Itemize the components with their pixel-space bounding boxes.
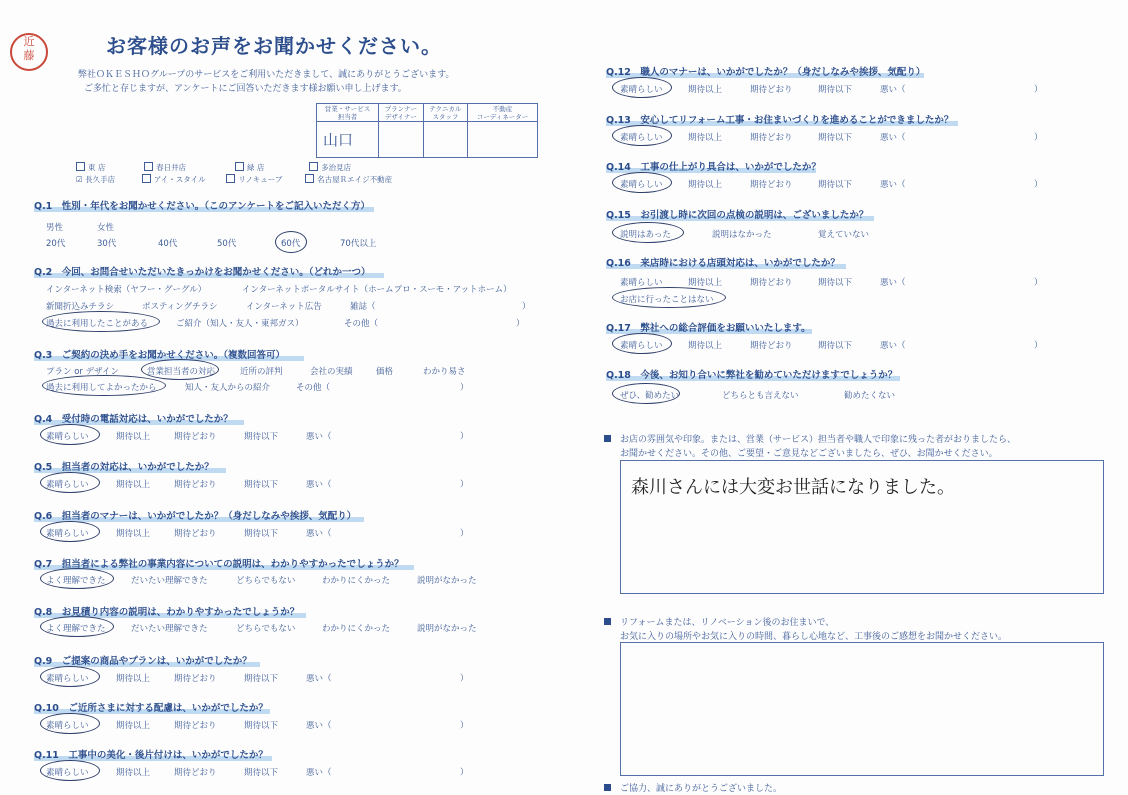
q7-opt-4[interactable]: わかりにくかった (322, 576, 391, 586)
q18-opt-2[interactable]: どちらとも言えない (722, 391, 799, 401)
q16-opt-5[interactable]: 悪い（ (880, 278, 906, 288)
q8-opt-1[interactable]: よく理解できた (46, 624, 106, 634)
q9-opt-2[interactable]: 期待以上 (116, 674, 151, 684)
answer-circle (40, 713, 100, 734)
checkbox-icon[interactable] (144, 162, 153, 171)
q1-gender-female[interactable]: 女性 (97, 223, 115, 233)
paren-close: ） (1034, 341, 1043, 351)
answer-circle (612, 333, 672, 354)
checkbox-icon[interactable] (226, 174, 235, 183)
q1-title: Q.1 性別・年代をお聞かせください。（このアンケートをご記入いただく方） (34, 201, 370, 212)
comment2-prompt-1: リフォームまたは、リノベーション後のお住まいで、 (620, 618, 835, 628)
q7-title: Q.7 担当者による弊社の事業内容についての説明は、わかりやすかったでしょうか？ (34, 559, 404, 570)
q10-title: Q.10 ご近所さまに対する配慮は、いかがでしたか？ (34, 703, 268, 714)
q6-title: Q.6 担当者のマナーは、いかがでしたか？（身だしなみや挨拶、気配り） (34, 511, 357, 522)
q7-opt-5[interactable]: 説明がなかった (417, 576, 477, 586)
q9-opt-4[interactable]: 期待以下 (244, 674, 279, 684)
q1-age-30[interactable]: 30代 (97, 239, 117, 249)
q14-opt-3[interactable]: 期待どおり (750, 180, 793, 190)
checkbox-icon[interactable] (142, 174, 151, 183)
q15-title: Q.15 お引渡し時に次回の点検の説明は、ございましたか？ (606, 210, 869, 221)
q11-opt-4[interactable]: 期待以下 (244, 768, 279, 778)
q3-opt-reputation[interactable]: 近所の評判 (240, 367, 283, 377)
q5-opt-4[interactable]: 期待以下 (244, 480, 279, 490)
checkbox-icon[interactable] (235, 162, 244, 171)
q16-opt-never[interactable]: お店に行ったことはない (620, 295, 714, 305)
q4-opt-1[interactable]: 素晴らしい (46, 432, 89, 442)
checkbox-icon[interactable] (76, 162, 85, 171)
paren-close: ） (460, 721, 469, 731)
q18-title: Q.18 今後、お知り合いに弊社を勧めていただけますでしょうか？ (606, 370, 898, 381)
q11-opt-2[interactable]: 期待以上 (116, 768, 151, 778)
page-title: お客様のお声をお聞かせください。 (106, 34, 442, 58)
q10-opt-5[interactable]: 悪い（ (306, 721, 332, 731)
q12-opt-1[interactable]: 素晴らしい (620, 85, 663, 95)
q15-opt-2[interactable]: 説明はなかった (712, 230, 772, 240)
staff-value-estate (467, 122, 537, 158)
q8-opt-3[interactable]: どちらでもない (236, 624, 296, 634)
staff-value-sales: 山口 (317, 122, 379, 158)
q1-age-70[interactable]: 70代以上 (340, 239, 377, 249)
q10-opt-3[interactable]: 期待どおり (174, 721, 217, 731)
q4-opt-3[interactable]: 期待どおり (174, 432, 217, 442)
bullet-icon (604, 784, 611, 791)
q16-opt-4[interactable]: 期待以下 (818, 278, 853, 288)
q17-title: Q.17 弊社への総合評価をお願いいたします。 (606, 323, 811, 334)
q1-age-40[interactable]: 40代 (158, 239, 178, 249)
bullet-icon (604, 618, 611, 625)
comment1-prompt-1: お店の雰囲気や印象。または、営業（サービス）担当者や職人で印象に残った者がおりましたら、 (620, 435, 1017, 445)
q4-opt-2[interactable]: 期待以上 (116, 432, 151, 442)
q12-title: Q.12 職人のマナーは、いかがでしたか？（身だしなみや挨拶、気配り） (606, 67, 926, 78)
thanks-text: ご協力、誠にありがとうございました。 (620, 784, 783, 794)
q12-opt-5[interactable]: 悪い（ (880, 85, 906, 95)
q9-opt-3[interactable]: 期待どおり (174, 674, 217, 684)
q6-opt-2[interactable]: 期待以上 (116, 529, 151, 539)
staff-header-estate: 不動産 コーディネーター (467, 104, 537, 122)
q13-title: Q.13 安心してリフォーム工事・お住まいづくりを進めることができましたか？ (606, 115, 954, 126)
q3-opt-plan[interactable]: プラン or デザイン (46, 367, 120, 377)
q4-title: Q.4 受付時の電話対応は、いかがでしたか？ (34, 414, 233, 425)
store-row-1: 東 店 春日井店 緑 店 多治見店 (76, 162, 351, 173)
checkbox-icon[interactable] (309, 162, 318, 171)
paren-close: ） (1034, 85, 1043, 95)
q11-opt-3[interactable]: 期待どおり (174, 768, 217, 778)
answer-circle (612, 222, 684, 243)
q2-opt-posting[interactable]: ポスティングチラシ (142, 302, 218, 312)
q14-title: Q.14 工事の仕上がり具合は、いかがでしたか？ (606, 162, 821, 173)
q16-opt-1[interactable]: 素晴らしい (620, 278, 663, 288)
q14-opt-4[interactable]: 期待以下 (818, 180, 853, 190)
q14-opt-5[interactable]: 悪い（ (880, 180, 906, 190)
paren-close: ） (460, 768, 469, 778)
paren-close: ） (522, 302, 531, 312)
answer-circle (40, 472, 100, 493)
q1-gender-male[interactable]: 男性 (46, 223, 64, 233)
answer-circle (141, 359, 219, 380)
q9-opt-1[interactable]: 素晴らしい (46, 674, 89, 684)
q7-opt-3[interactable]: どちらでもない (236, 576, 296, 586)
q5-opt-5[interactable]: 悪い（ (306, 480, 332, 490)
q2-opt-web-ad[interactable]: インターネット広告 (246, 302, 322, 312)
q15-opt-3[interactable]: 覚えていない (818, 230, 870, 240)
q10-opt-4[interactable]: 期待以下 (244, 721, 279, 731)
q18-opt-3[interactable]: 勧めたくない (844, 391, 896, 401)
q5-opt-1[interactable]: 素晴らしい (46, 480, 89, 490)
q7-opt-2[interactable]: だいたい理解できた (131, 576, 208, 586)
comment2-box[interactable] (620, 642, 1104, 776)
answer-circle (612, 125, 672, 146)
q9-opt-5[interactable]: 悪い（ (306, 674, 332, 684)
q6-opt-4[interactable]: 期待以下 (244, 529, 279, 539)
q5-title: Q.5 担当者の対応は、いかがでしたか？ (34, 462, 214, 473)
checkbox-icon[interactable] (305, 174, 314, 183)
q13-opt-1[interactable]: 素晴らしい (620, 133, 663, 143)
q5-opt-3[interactable]: 期待どおり (174, 480, 217, 490)
q4-opt-4[interactable]: 期待以下 (244, 432, 279, 442)
paren-close: ） (1034, 180, 1043, 190)
q1-age-50[interactable]: 50代 (217, 239, 237, 249)
q16-title: Q.16 来店時における店頭対応は、いかがでしたか？ (606, 258, 840, 269)
q6-opt-1[interactable]: 素晴らしい (46, 529, 89, 539)
q3-opt-sales-staff[interactable]: 営業担当者の対応 (147, 367, 216, 377)
q13-opt-5[interactable]: 悪い（ (880, 133, 906, 143)
answer-circle (40, 424, 100, 445)
store-row-2: ☑ 長久手店 アイ・スタイル リノキューブ 名古屋Ｒエイジ不動産 (76, 175, 393, 184)
answer-circle (40, 760, 100, 781)
q17-opt-5[interactable]: 悪い（ (880, 341, 906, 351)
paren-close: ） (460, 432, 469, 442)
staff-header-sales: 営業・サービス 担当者 (317, 104, 379, 122)
answer-circle (42, 375, 166, 396)
paren-close: ） (460, 480, 469, 490)
staff-table (316, 103, 538, 158)
q11-opt-1[interactable]: 素晴らしい (46, 768, 89, 778)
q5-opt-2[interactable]: 期待以上 (116, 480, 151, 490)
answer-circle (612, 172, 672, 193)
q3-opt-friend[interactable]: 知人・友人からの紹介 (185, 383, 271, 393)
q12-opt-4[interactable]: 期待以下 (818, 85, 853, 95)
bullet-icon (604, 435, 611, 442)
comment1-text: 森川さんには大変お世話になりました。 (631, 477, 955, 498)
q3-title: Q.3 ご契約の決め手をお聞かせください。（複数回答可） (34, 350, 286, 361)
q2-opt-portal[interactable]: インターネットポータルサイト（ホームプロ・スーモ・アットホーム） (242, 285, 512, 295)
answer-circle (40, 616, 114, 637)
q3-opt-past[interactable]: 過去に利用してよかったから (46, 383, 157, 393)
q1-age-60[interactable]: 60代 (281, 239, 301, 249)
q17-opt-1[interactable]: 素晴らしい (620, 341, 663, 351)
q4-opt-5[interactable]: 悪い（ (306, 432, 332, 442)
q2-opt-magazine[interactable]: 雑誌（ (350, 302, 376, 312)
staff-header-tech: テクニカル スタッフ (423, 104, 467, 122)
q2-title: Q.2 今回、お問合せいただいたきっかけをお聞かせください。（どれか一つ） (34, 267, 371, 278)
paren-close: ） (516, 319, 525, 329)
answer-circle (40, 568, 114, 589)
answer-circle (40, 666, 100, 687)
intro-line-2: ご多忙と存じますが、アンケートにご回答いただきます様お願い申し上げます。 (84, 84, 407, 94)
answer-circle (42, 311, 160, 332)
q1-age-20[interactable]: 20代 (46, 239, 66, 249)
paren-close: ） (460, 383, 469, 393)
q18-opt-1[interactable]: ぜひ、勧めたい (620, 391, 680, 401)
q8-opt-4[interactable]: わかりにくかった (322, 624, 391, 634)
paren-close: ） (460, 674, 469, 684)
q6-opt-3[interactable]: 期待どおり (174, 529, 217, 539)
q16-opt-2[interactable]: 期待以上 (688, 278, 723, 288)
q12-opt-3[interactable]: 期待どおり (750, 85, 793, 95)
q11-title: Q.11 工事中の美化・後片付けは、いかがでしたか？ (34, 750, 268, 761)
answer-circle (612, 287, 726, 308)
staff-value-tech (423, 122, 467, 158)
q17-opt-3[interactable]: 期待どおり (750, 341, 793, 351)
q13-opt-4[interactable]: 期待以下 (818, 133, 853, 143)
q15-opt-1[interactable]: 説明はあった (620, 230, 671, 240)
q7-opt-1[interactable]: よく理解できた (46, 576, 106, 586)
q14-opt-2[interactable]: 期待以上 (688, 180, 723, 190)
q2-opt-search[interactable]: インターネット検索（ヤフー・グーグル） (46, 285, 207, 295)
paren-close: ） (1034, 278, 1043, 288)
answer-circle (612, 383, 680, 404)
comment1-box[interactable] (620, 460, 1104, 594)
intro-line-1: 弊社ＯＫＥＳＨＯグループのサービスをご利用いただきまして、誠にありがとうございます。 (78, 70, 455, 80)
comment1-prompt-2: お聞かせください。その他、ご要望・ご意見などございましたら、ぜひ、お聞かせください。 (620, 449, 998, 459)
q6-opt-5[interactable]: 悪い（ (306, 529, 332, 539)
q13-opt-2[interactable]: 期待以上 (688, 133, 723, 143)
q13-opt-3[interactable]: 期待どおり (750, 133, 793, 143)
q12-opt-2[interactable]: 期待以上 (688, 85, 723, 95)
answer-circle (275, 231, 307, 253)
q2-opt-other[interactable]: その他（ (344, 319, 379, 329)
q8-opt-5[interactable]: 説明がなかった (417, 624, 477, 634)
q10-opt-1[interactable]: 素晴らしい (46, 721, 89, 731)
q10-opt-2[interactable]: 期待以上 (116, 721, 151, 731)
q11-opt-5[interactable]: 悪い（ (306, 768, 332, 778)
q2-opt-newspaper[interactable]: 新聞折込みチラシ (46, 302, 115, 312)
q3-opt-price[interactable]: 価格 (376, 367, 394, 377)
staff-header-planner: プランナー デザイナー (379, 104, 424, 122)
paren-close: ） (1034, 133, 1043, 143)
paren-close: ） (460, 529, 469, 539)
q2-opt-past-use[interactable]: 過去に利用したことがある (46, 319, 149, 329)
q14-opt-1[interactable]: 素晴らしい (620, 180, 663, 190)
q16-opt-3[interactable]: 期待どおり (750, 278, 793, 288)
seal-stamp: 近 藤 (10, 33, 48, 71)
comment2-prompt-2: お気に入りの場所やお気に入りの時間、暮らし心地など、工事後のご感想をお聞かせください。 (620, 632, 1008, 642)
q17-opt-2[interactable]: 期待以上 (688, 341, 723, 351)
q3-opt-other[interactable]: その他（ (296, 383, 331, 393)
q3-opt-record[interactable]: 会社の実績 (310, 367, 353, 377)
answer-circle (40, 521, 100, 542)
q3-opt-clarity[interactable]: わかり易さ (423, 367, 466, 377)
q8-opt-2[interactable]: だいたい理解できた (131, 624, 208, 634)
q2-opt-referral[interactable]: ご紹介（知人・友人・東邦ガス） (176, 319, 304, 329)
answer-circle (612, 77, 672, 98)
q17-opt-4[interactable]: 期待以下 (818, 341, 853, 351)
staff-value-planner (379, 122, 424, 158)
q8-title: Q.8 お見積り内容の説明は、わかりやすかったでしょうか？ (34, 607, 300, 618)
q9-title: Q.9 ご提案の商品やプランは、いかがでしたか？ (34, 656, 252, 667)
